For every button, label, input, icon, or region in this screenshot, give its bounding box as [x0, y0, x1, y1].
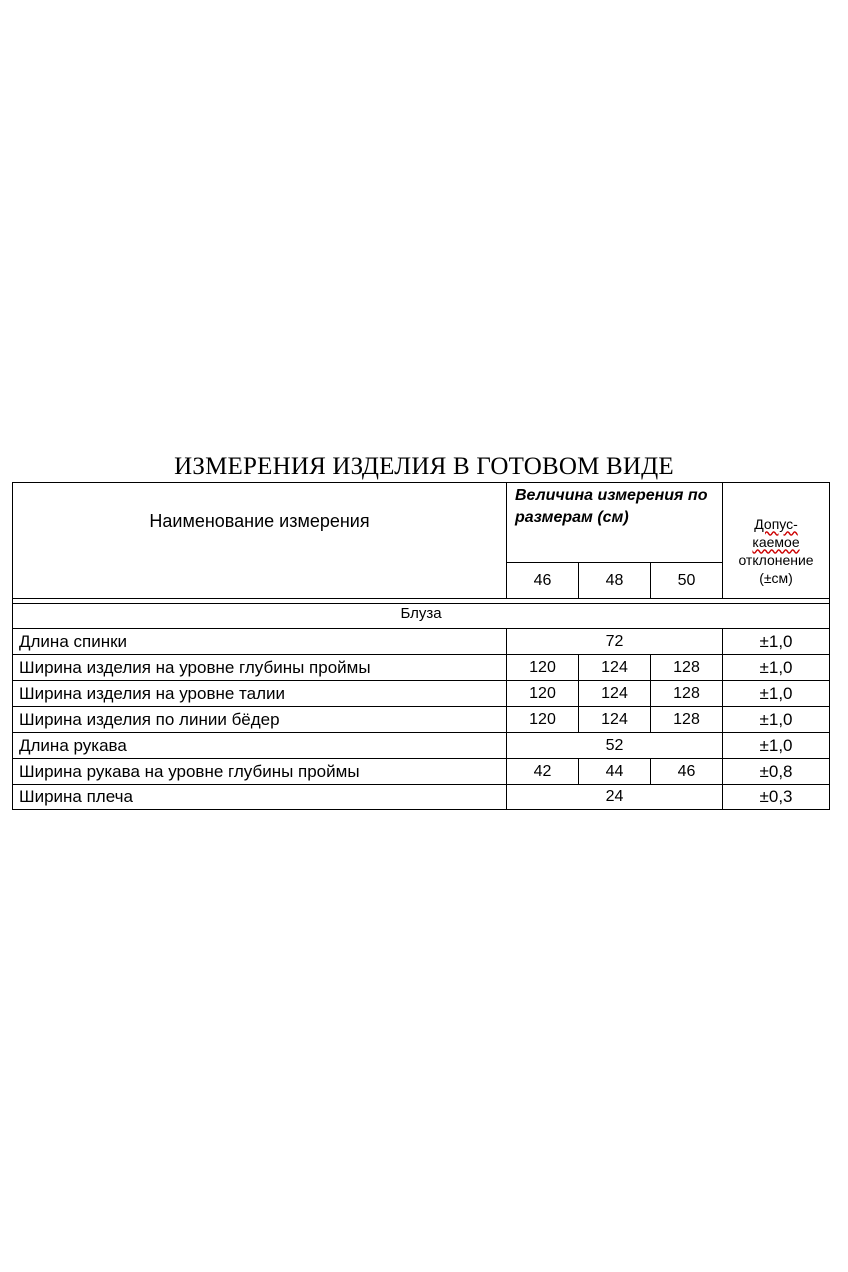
measure-tolerance: ±1,0: [723, 681, 830, 707]
table-row: [13, 707, 830, 733]
measure-name: Ширина изделия на уровне талии: [13, 681, 507, 707]
measure-value: 24: [507, 785, 723, 810]
size-48-header: 48: [579, 563, 651, 599]
table-row: [13, 655, 830, 681]
measure-value-48: 124: [579, 681, 651, 707]
size-46-header: 46: [507, 563, 579, 599]
measure-name: Ширина изделия на уровне глубины проймы: [13, 655, 507, 681]
measure-tolerance: ±1,0: [723, 707, 830, 733]
tolerance-line-1: Допус-: [754, 515, 798, 532]
size-50-header: 50: [651, 563, 723, 599]
measure-value-50: 128: [651, 707, 723, 733]
section-row: [13, 604, 830, 629]
measure-value-46: 120: [507, 655, 579, 681]
measure-value-50: 128: [651, 681, 723, 707]
measure-value-50: 46: [651, 759, 723, 785]
measure-name: Ширина рукава на уровне глубины проймы: [13, 759, 507, 785]
table-row: [13, 629, 830, 655]
header-name-cell: Наименование измерения: [13, 483, 507, 599]
table-row: [13, 681, 830, 707]
table-row: [13, 759, 830, 785]
measure-tolerance: ±1,0: [723, 629, 830, 655]
measure-tolerance: ±0,8: [723, 759, 830, 785]
table-row: [13, 785, 830, 810]
header-tolerance-cell: [723, 483, 830, 599]
table-row: [13, 733, 830, 759]
measure-name: Длина рукава: [13, 733, 507, 759]
measure-value: 52: [507, 733, 723, 759]
tolerance-line-2: каемое: [752, 533, 800, 550]
measure-tolerance: ±1,0: [723, 655, 830, 681]
measure-tolerance: ±0,3: [723, 785, 830, 810]
header-sizes-cell: Величина измерения по размерам (см): [507, 483, 723, 563]
measure-value-46: 120: [507, 681, 579, 707]
measure-tolerance: ±1,0: [723, 733, 830, 759]
measurements-table: [12, 482, 830, 810]
measure-name: Ширина плеча: [13, 785, 507, 810]
measure-value-46: 120: [507, 707, 579, 733]
measure-value-46: 42: [507, 759, 579, 785]
document-title: ИЗМЕРЕНИЯ ИЗДЕЛИЯ В ГОТОВОМ ВИДЕ: [174, 453, 674, 480]
measure-value-48: 124: [579, 707, 651, 733]
measure-name: Длина спинки: [13, 629, 507, 655]
tolerance-line-4: (±см): [759, 569, 793, 586]
measure-value-50: 128: [651, 655, 723, 681]
measure-value: 72: [507, 629, 723, 655]
header-row: [13, 483, 830, 563]
tolerance-line-3: отклонение: [738, 551, 814, 568]
measure-value-48: 124: [579, 655, 651, 681]
section-label: Блуза: [13, 604, 830, 629]
measure-value-48: 44: [579, 759, 651, 785]
measure-name: Ширина изделия по линии бёдер: [13, 707, 507, 733]
